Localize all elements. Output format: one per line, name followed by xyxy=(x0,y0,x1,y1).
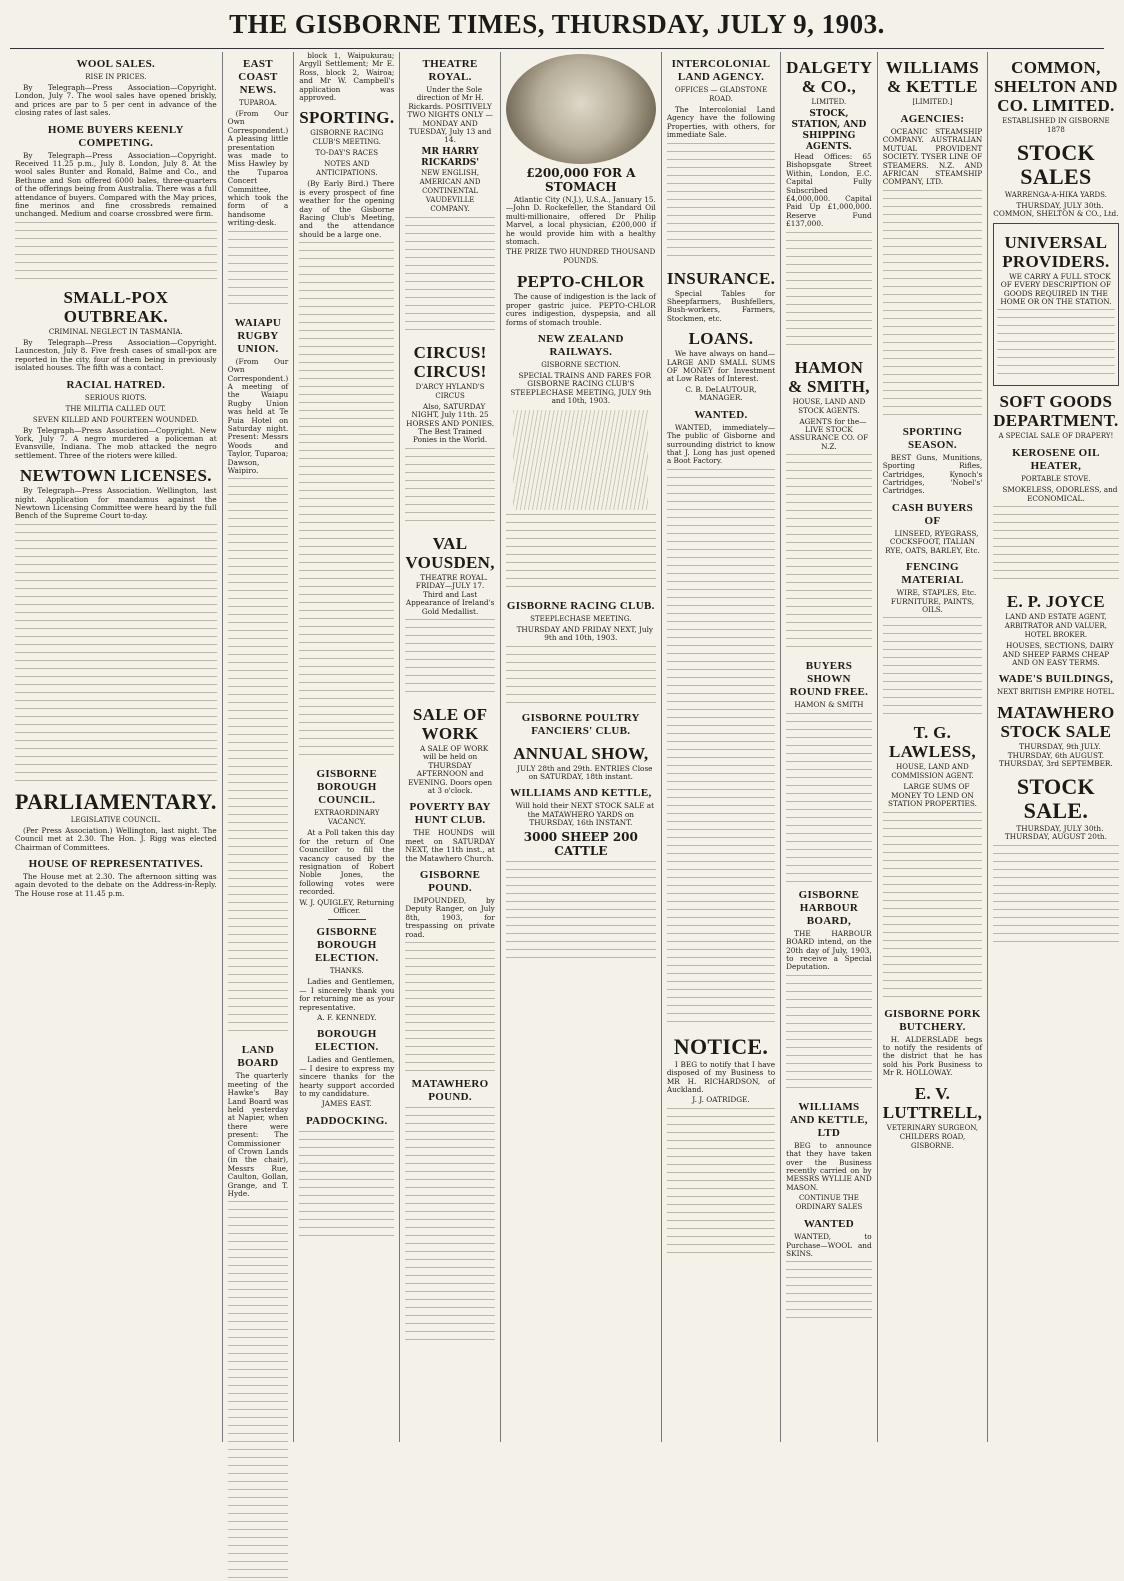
headline-land-board: LAND BOARD xyxy=(237,1044,279,1070)
subhead: CONTINUE THE ORDINARY SALES xyxy=(795,1194,863,1212)
ad-text: LARGE SUMS OF MONEY TO LEND ON STATION PROPERTIES. xyxy=(888,782,977,809)
masthead-title: THE GISBORNE TIMES, THURSDAY, JULY 9, 1903. xyxy=(229,8,885,39)
signature: J. J. OATRIDGE. xyxy=(692,1095,750,1105)
ad-text: THURSDAY, JULY 30th. COMMON, SHELTON & CO., Ltd. xyxy=(993,201,1119,219)
headline-east-coast-news: EAST COAST NEWS. xyxy=(238,58,278,96)
headline-agencies: AGENCIES: xyxy=(900,113,965,125)
ad-text: SMOKELESS, ODORLESS, and ECONOMICAL. xyxy=(1002,485,1118,503)
headline-newtown-licenses: NEWTOWN LICENSES. xyxy=(19,466,212,486)
ad-text: Under the Sole direction of Mr H. Rickards. POSITIVELY TWO NIGHTS ONLY — MONDAY AND TUESDAY, July 13 and 14. xyxy=(407,85,493,145)
headline-racial-hatred: RACIAL HATRED. xyxy=(66,378,166,391)
subhead: LIMITED. xyxy=(811,98,847,106)
signature: W. J. QUIGLEY, Returning Officer. xyxy=(299,897,395,915)
body-text-lines xyxy=(786,1261,872,1321)
ad-text: The cause of indigestion is the lack of proper gastric juice. PEPTO-CHLOR cures indigestion, dyspepsia, and all forms of stomach trouble. xyxy=(505,292,656,327)
headline-common-shelton: COMMON, SHELTON AND CO. LIMITED. xyxy=(994,58,1118,115)
ad-text: A SALE OF WORK will be held on THURSDAY AFTERNOON and EVENING. Doors open at 3 o'clock. xyxy=(408,743,493,795)
ad-text: THEATRE ROYAL. FRIDAY—JULY 17. Third and Last Appearance of Ireland's Gold Medallist. xyxy=(405,572,495,616)
column-2 xyxy=(223,52,295,1442)
body-text-lines xyxy=(405,217,494,337)
subhead: THANKS. xyxy=(329,967,364,976)
headline-borough-council: GISBORNE BOROUGH COUNCIL. xyxy=(316,768,378,807)
headline-sale-of-work: SALE OF WORK xyxy=(412,704,488,743)
subhead: LAND AND ESTATE AGENT, ARBITRATOR AND VALUER, HOTEL BROKER. xyxy=(1004,613,1107,640)
headline-soft-goods: SOFT GOODS DEPARTMENT. xyxy=(993,392,1119,431)
subhead: HOUSE, LAND AND COMMISSION AGENT. xyxy=(891,763,974,781)
headline-parliamentary: PARLIAMENTARY. xyxy=(15,788,217,814)
ad-text: THE HOUNDS will meet on SATURDAY NEXT, the 11th inst., at the Matawhero Church. xyxy=(405,828,495,863)
ad-text: WE CARRY A FULL STOCK OF EVERY DESCRIPTION OF GOODS REQUIRED IN THE HOME OR ON THE STATION. xyxy=(1000,271,1112,307)
subhead: EXTRAORDINARY VACANCY. xyxy=(314,809,380,827)
column-4 xyxy=(400,52,500,1442)
body-text-lines xyxy=(15,524,217,784)
advertisement-illustration xyxy=(506,54,656,164)
subhead: LEGISLATIVE COUNCIL. xyxy=(70,815,161,824)
subhead: TO-DAY'S RACES xyxy=(315,149,379,158)
subhead: VETERINARY SURGEON, CHILDERS ROAD, GISBORNE. xyxy=(886,1123,979,1150)
body-text-lines xyxy=(299,1131,394,1241)
ad-text: IMPOUNDED, by Deputy Ranger, on July 8th, 1903, for trespassing on private road. xyxy=(405,895,495,939)
body-text-lines xyxy=(405,1107,494,1347)
subhead: GISBORNE RACING CLUB'S MEETING. xyxy=(310,129,384,147)
column-5 xyxy=(501,52,662,1442)
article-text: block 1, Waipukurau; Argyll Settlement; Mr E. Ross, block 2, Wairoa; and Mr W. Campbell's application was approved. xyxy=(299,51,395,103)
headline-matawhero-pound: MATAWHERO POUND. xyxy=(411,1078,489,1103)
ad-text: THURSDAY, JULY 30th. THURSDAY, AUGUST 20th. xyxy=(1004,823,1107,842)
headline-wanted-wool: WANTED xyxy=(803,1218,854,1231)
ad-text: Will hold their NEXT STOCK SALE at the MATAWHERO YARDS on THURSDAY, 16th INSTANT. xyxy=(515,801,655,828)
headline-annual-show: ANNUAL SHOW, xyxy=(513,743,649,763)
article-text: By Telegraph—Press Association—Copyright. New York, July 7. A negro murdered a policeman at Evansville, Indiana. The mob attacked the negro settlement. Three of the rioters were killed. xyxy=(15,425,217,460)
article-text: The House met at 2.30. The afternoon sitting was again devoted to the debate on the Address-in-Reply. The House rose at 11.45 p.m. xyxy=(15,871,217,898)
timetable-table xyxy=(513,410,648,510)
headline-paddocking: PADDOCKING. xyxy=(305,1114,388,1127)
ad-text: Atlantic City (N.J.), U.S.A., January 15.—John D. Rockefeller, the Standard Oil multi-millionaire, offered Dr Philip Marvel, a local physician, £200,000 if he would provide him with a healthy stomach. xyxy=(505,195,656,247)
headline-matawhero-stock-sale: MATAWHERO STOCK SALE xyxy=(997,703,1115,742)
subhead: TUPAROA. xyxy=(238,99,277,107)
ad-text: Also, SATURDAY NIGHT, July 11th. 25 HORSES AND PONIES. The Best Trained Ponies in the World. xyxy=(406,401,495,445)
ad-headline: STOCK, STATION, AND SHIPPING AGENTS. xyxy=(791,109,867,152)
headline-waiapu-rugby: WAIAPU RUGBY UNION. xyxy=(234,316,282,355)
masthead-rule xyxy=(10,48,1104,49)
subhead: THE PRIZE TWO HUNDRED THOUSAND POUNDS. xyxy=(506,248,656,266)
ad-text: HOUSES, SECTIONS, DAIRY AND SHEEP FARMS CHEAP AND ON EASY TERMS. xyxy=(1002,641,1114,668)
ad-text: WANTED, immediately—The public of Gisborne and surrounding district to know that J. Long has just opened a Boot Factory. xyxy=(666,422,776,466)
article-text: By Telegraph—Press Association—Copyright. Launceston, July 8. Five fresh cases of small-pox are reported in the city, four of them being in previously isolated houses. The fifth was a contact. xyxy=(15,337,217,373)
body-text-lines xyxy=(228,1201,289,1581)
ad-text: AGENTS for the— LIVE STOCK ASSURANCE CO. OF N.Z. xyxy=(789,416,869,451)
ad-text: THURSDAY AND FRIDAY NEXT, July 9th and 10th, 1903. xyxy=(516,624,654,643)
body-text-lines xyxy=(993,506,1118,586)
signature: JAMES EAST. xyxy=(321,1099,372,1109)
headline-stock-sale: STOCK SALE. xyxy=(1016,773,1095,823)
column-8 xyxy=(878,52,989,1442)
article-text: Ladies and Gentlemen,— I desire to express my sincere thanks for the hearty support accorded to my candidature. xyxy=(299,1055,395,1098)
subhead: THE MILITIA CALLED OUT. xyxy=(65,404,166,413)
signature: HAMON & SMITH xyxy=(794,700,864,710)
headline-stock-sales: STOCK SALES xyxy=(1016,140,1095,189)
headline-loans: LOANS. xyxy=(688,329,754,349)
article-text: (By Early Bird.) There is every prospect of fine weather for the opening day of the Gisborne Racing Club's Meeting, and the attendance should be a large one. xyxy=(299,179,395,239)
headline-sporting: SPORTING. xyxy=(299,108,395,128)
headline-universal-providers: UNIVERSAL PROVIDERS. xyxy=(1002,232,1110,271)
ad-headline-stomach: £200,000 FOR A STOMACH xyxy=(526,166,636,194)
headline-joyce: E. P. JOYCE xyxy=(1006,592,1105,612)
ad-text: THE HARBOUR BOARD intend, on the 20th day of July, 1903, to receive a Special Deputation. xyxy=(786,928,872,972)
headline-circus: CIRCUS! CIRCUS! xyxy=(413,342,487,381)
article-text: Ladies and Gentlemen,— I sincerely thank you for returning me as your representative. xyxy=(299,977,395,1012)
subhead: STEEPLECHASE MEETING. xyxy=(530,614,632,623)
column-1 xyxy=(10,52,223,1442)
body-text-lines xyxy=(506,861,656,961)
headline-harbour-board: GISBORNE HARBOUR BOARD, xyxy=(798,888,860,927)
column-6 xyxy=(662,52,781,1442)
universal-providers-box xyxy=(993,223,1118,387)
ad-text: LINSEED, RYEGRASS, COCKSFOOT, ITALIAN RYE, OATS, BARLEY, Etc. xyxy=(885,528,980,555)
ad-text: OCEANIC STEAMSHIP COMPANY. AUSTRALIAN MUTUAL PROVIDENT SOCIETY. TYSER LINE OF STEAMERS. N.Z. AND AFRICAN STEAMSHIP COMPANY, LTD. xyxy=(882,127,983,187)
headline-theatre-royal: THEATRE ROYAL. xyxy=(422,58,478,83)
body-text-lines xyxy=(506,646,656,706)
subhead: CRIMINAL NEGLECT IN TASMANIA. xyxy=(48,327,183,336)
body-text-lines xyxy=(997,309,1114,379)
body-text-lines xyxy=(883,812,983,1002)
ad-text: I BEG to notify that I have disposed of my Business to MR H. RICHARDSON, of Auckland. xyxy=(666,1059,776,1094)
ad-text: Head Offices: 65 Bishopsgate Street Within, London, E.C. Capital Fully Subscribed £4,000,000. Capital Paid Up £1,000,000. Reserve Fund £137,000. xyxy=(786,152,872,229)
article-text: At a Poll taken this day for the return of One Councillor to fill the vacancy caused by the resignation of Robert Noble Jones, the following votes were recorded. xyxy=(299,828,395,897)
column-7 xyxy=(781,52,878,1442)
article-text: By Telegraph—Press Association. Wellington, last night. Application for mandamus against the Newtown Licensing Committee were heard by the full Bench of the Supreme Court to-day. xyxy=(15,486,217,521)
signature: A. F. KENNEDY. xyxy=(317,1012,377,1022)
body-text-lines xyxy=(786,975,872,1095)
ad-text: WIRE, STAPLES, Etc. FURNITURE, PAINTS, OILS. xyxy=(890,588,977,614)
headline-intercolonial: INTERCOLONIAL LAND AGENCY. xyxy=(671,58,771,83)
ad-text: H. ALDERSLADE begs to notify the residents of the district that he has sold his Pork Business to Mr R. HOLLOWAY. xyxy=(882,1034,983,1078)
headline-insurance: INSURANCE. xyxy=(666,268,776,288)
ad-text: Special Tables for Sheepfarmers, Bushfellers, Bush-workers, Farmers, Stockmen, etc. xyxy=(666,288,776,323)
article-text: (From Our Own Correspondent.) A meeting of the Waiapu Rugby Union was held at Te Puia Hotel on Saturday night. Present: Messrs Woods and Taylor, Tuparoa; Dawson, Waipiro. xyxy=(227,356,289,475)
article-text: (From Our Own Correspondent.) A pleasing little presentation was made to Miss Hawley by the Tuparoa Concert Committee, which took the form of a handsome writing-desk. xyxy=(227,109,289,228)
headline-notice: NOTICE. xyxy=(673,1033,769,1059)
headline-kerosene: KEROSENE OIL HEATER, xyxy=(1012,447,1100,473)
headline-dalgety: DALGETY & CO., xyxy=(786,58,873,96)
ad-text: WANTED, to Purchase—WOOL and SKINS. xyxy=(786,1232,872,1258)
masthead xyxy=(0,0,1114,48)
headline-williams-kettle: WILLIAMS AND KETTLE, xyxy=(510,787,652,800)
body-text-lines xyxy=(405,619,494,699)
body-text-lines xyxy=(786,232,872,352)
headline-borough-election: GISBORNE BOROUGH ELECTION. xyxy=(315,926,379,965)
subhead: OFFICES — GLADSTONE ROAD. xyxy=(674,86,768,103)
subhead: NOTES AND ANTICIPATIONS. xyxy=(316,160,378,178)
headline-poverty-bay-hunt: POVERTY BAY HUNT CLUB. xyxy=(409,801,491,827)
ad-text: We have always on hand— LARGE AND SMALL SUMS OF MONEY for Investment at Low Rates of Interest. xyxy=(666,349,776,384)
headline-gisborne-pound: GISBORNE POUND. xyxy=(419,868,481,894)
headline-williams-kettle-main: WILLIAMS & KETTLE xyxy=(885,58,979,96)
subhead: SEVEN KILLED AND FOURTEEN WOUNDED. xyxy=(32,415,199,424)
headline-buyers-shown: BUYERS SHOWN ROUND FREE. xyxy=(789,660,869,699)
headline-pork-butchery: GISBORNE PORK BUTCHERY. xyxy=(884,1007,981,1033)
column-3 xyxy=(294,52,400,1442)
headline-val-vousden: VAL VOUSDEN, xyxy=(405,533,495,572)
subhead: HOUSE, LAND AND STOCK AGENTS. xyxy=(792,397,866,415)
headline-poultry-club: GISBORNE POULTRY FANCIERS' CLUB. xyxy=(521,711,640,737)
body-text-lines xyxy=(228,231,289,311)
headline-cash-buyers: CASH BUYERS OF xyxy=(891,501,974,527)
body-text-lines xyxy=(405,942,494,1072)
body-text-lines xyxy=(786,713,872,883)
body-text-lines xyxy=(299,242,394,762)
headline-small-pox: SMALL-POX OUTBREAK. xyxy=(63,287,169,326)
headline-williams-kettle-ltd: WILLIAMS AND KETTLE, LTD xyxy=(789,1100,868,1139)
headline-wool-sales: WOOL SALES. xyxy=(76,58,156,70)
headline-wanted: WANTED. xyxy=(694,408,748,421)
headline-lawless: T. G. LAWLESS, xyxy=(888,723,976,762)
ad-text: THURSDAY, 9th JULY. THURSDAY, 6th AUGUST. THURSDAY, 3rd SEPTEMBER. xyxy=(999,742,1113,769)
subhead: SERIOUS RIOTS. xyxy=(84,393,147,402)
ad-text: BEST Guns, Munitions, Sporting Rifles, Cartridges, Kynoch's Cartridges, 'Nobel's' Cartridges. xyxy=(882,452,983,496)
body-text-lines xyxy=(506,514,656,594)
article-text: The quarterly meeting of the Hawke's Bay Land Board was held yesterday at Napier, when there were present: The Commissioner of Crown Lands (in the chair), Messrs Rue, Caulton, Gollan, Grange, and T. Hyde. xyxy=(227,1071,289,1199)
headline-fencing-material: FENCING MATERIAL xyxy=(901,561,964,587)
ad-text: BEG to announce that they have taken over the Business recently carried on by MESSRS WYLLIE AND MASON. xyxy=(786,1140,872,1192)
headline-nz-railways: NEW ZEALAND RAILWAYS. xyxy=(537,333,624,359)
ad-text: JULY 28th and 29th. ENTRIES Close on SATURDAY, 18th instant. xyxy=(517,763,653,781)
body-text-lines xyxy=(667,143,775,263)
body-text-lines xyxy=(228,478,289,1038)
headline-sporting-season: SPORTING SEASON. xyxy=(902,425,963,451)
headline-luttrell: E. V. LUTTRELL, xyxy=(882,1083,983,1122)
headline-hamon-smith: HAMON & SMITH, xyxy=(788,357,870,396)
subhead: D'ARCY HYLAND'S CIRCUS xyxy=(415,382,485,400)
body-text-lines xyxy=(883,190,983,420)
body-text-lines xyxy=(883,617,983,717)
article-text: By Telegraph—Press Association—Copyright. London, July 7. The wool sales have opened briskly, and prices are par to 5 per cent in advance of the closing rates of last sales. xyxy=(15,83,217,118)
headline-home-buyers: HOME BUYERS KEENLY COMPETING. xyxy=(47,123,184,149)
column-9 xyxy=(988,52,1123,1442)
body-text-lines xyxy=(993,845,1118,945)
stock-numbers: 3000 SHEEP 200 CATTLE xyxy=(523,829,638,858)
subhead: ESTABLISHED IN GISBORNE 1878 xyxy=(1002,117,1110,134)
headline-pepto-chlor: PEPTO-CHLOR xyxy=(516,272,645,292)
body-text-lines xyxy=(15,222,217,282)
body-text-lines xyxy=(667,469,775,1029)
columns xyxy=(10,51,1119,1442)
signature: C. B. DeLAUTOUR, MANAGER. xyxy=(685,384,757,403)
subhead: PORTABLE STOVE. xyxy=(1021,475,1091,484)
ad-text: The Intercolonial Land Agency have the following Properties, with others, for immediate Sale. xyxy=(666,105,776,140)
subhead: RISE IN PRICES. xyxy=(85,73,147,81)
subhead: NEW ENGLISH, AMERICAN AND CONTINENTAL VAUDEVILLE COMPANY. xyxy=(419,168,481,213)
divider xyxy=(328,919,366,920)
headline-house-of-reps: HOUSE OF REPRESENTATIVES. xyxy=(28,857,204,870)
body-text-lines xyxy=(786,454,872,654)
body-text-lines xyxy=(667,1108,775,1258)
headline-racing-club: GISBORNE RACING CLUB. xyxy=(506,599,655,612)
ad-text: SPECIAL TRAINS AND FARES FOR GISBORNE RACING CLUB'S STEEPLECHASE MEETING, JULY 9th and 10th, 1903. xyxy=(510,371,652,406)
subhead: A SPECIAL SALE OF DRAPERY! xyxy=(998,432,1114,441)
subhead: [LIMITED.] xyxy=(912,98,953,106)
headline-borough-election-2: BOROUGH ELECTION. xyxy=(315,1028,379,1054)
body-text-lines xyxy=(405,448,494,528)
article-text: (Per Press Association.) Wellington, last night. The Council met at 2.30. The Hon. J. Rigg was elected Chairman of Committees. xyxy=(15,825,217,852)
subhead: NEXT BRITISH EMPIRE HOTEL. xyxy=(997,688,1115,697)
subhead: GISBORNE SECTION. xyxy=(541,361,621,370)
headline-wades-buildings: WADE'S BUILDINGS, xyxy=(998,673,1114,686)
subhead: WARRENGA-A-HIKA YARDS. xyxy=(1004,191,1107,199)
article-text: By Telegraph—Press Association—Copyright. Received 11.25 p.m., July 8. London, July 8. At the wool sales Bunter and Ronald, Balme and Co., and Bethune and Son offered 6000 bales, three-quarters of the offerings being from Australia. There was a full attendance of buyers. Compared with the May prices, fine merinos and fine crossbreds remained unchanged. Medium and coarse crossbred were firm. xyxy=(15,150,217,219)
ad-headline: MR HARRY RICKARDS' xyxy=(421,146,480,168)
